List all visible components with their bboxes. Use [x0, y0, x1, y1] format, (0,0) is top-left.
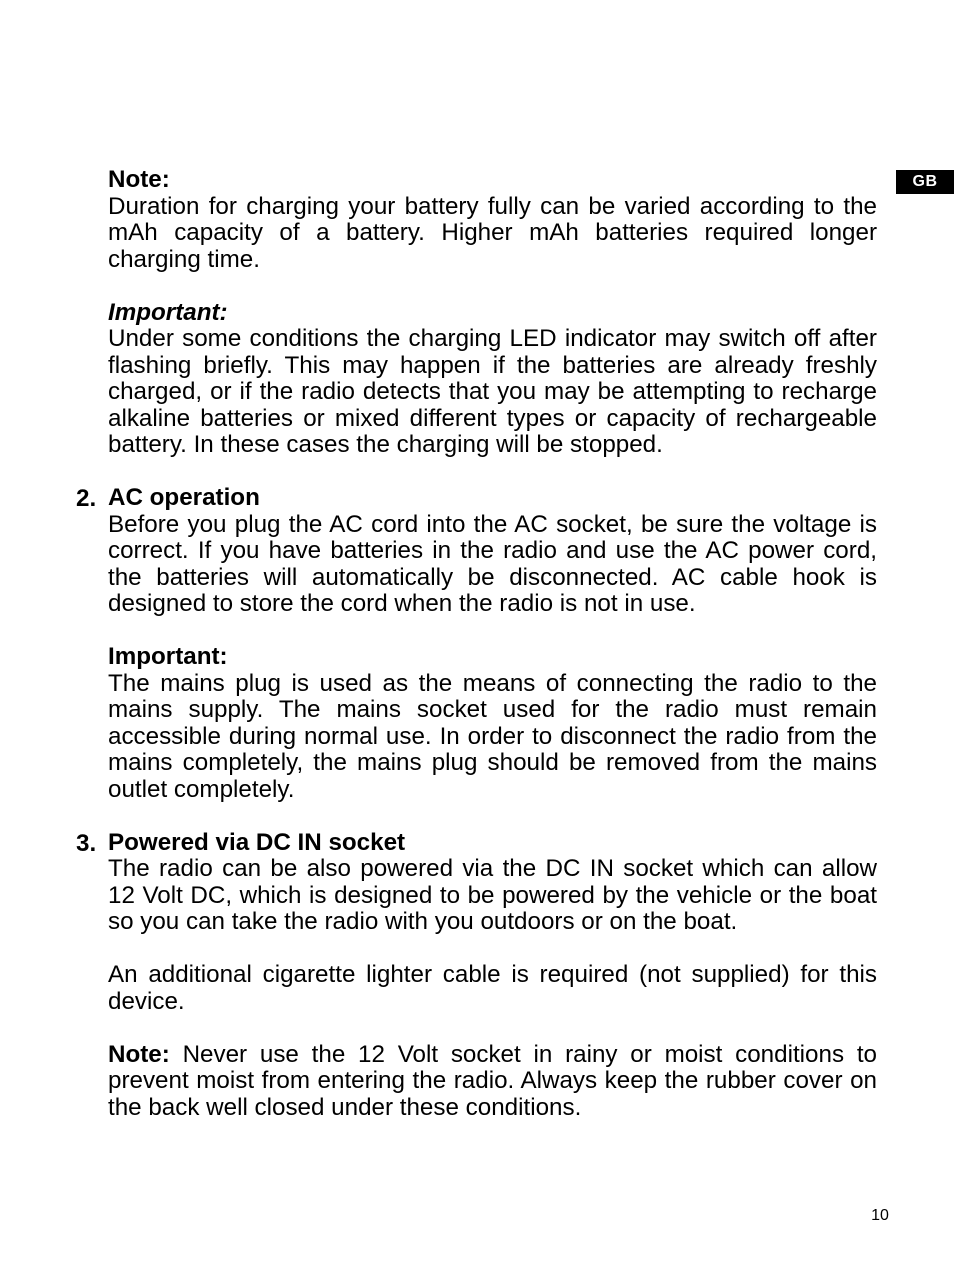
section-heading-dc-in: Powered via DC IN socket	[108, 828, 406, 856]
dc-note-text: Never use the 12 Volt socket in rainy or moist conditions to prevent moist from entering the radio. Always keep the rubber cover on the back well closed under these conditions.	[108, 1040, 877, 1121]
page-content	[76, 166, 877, 1121]
cigarette-cable-text: An additional cigarette lighter cable is required (not supplied) for this device.	[108, 961, 877, 1015]
language-tab-gb: GB	[896, 170, 954, 194]
section-dc-in	[76, 828, 877, 936]
section-text-dc-in: The radio can be also powered via the DC IN socket which can allow 12 Volt DC, which is designed to be powered by the vehicle or the boat so you can take the radio with you outdoors or on the boat.	[108, 855, 877, 935]
important-block-mains	[108, 644, 877, 803]
section-number-3: 3.	[76, 829, 97, 857]
important-block-charging	[108, 300, 877, 459]
note-block	[108, 167, 877, 273]
important-text-charging: Under some conditions the charging LED indicator may switch off after flashing briefly. This may happen if the batteries are already freshly charged, or if the radio detects that you may be attempting to recharge alkaline batteries or mixed different types or capacity of rechargeable battery. In these cases the charging will be stopped.	[108, 325, 877, 458]
section-text-ac-operation: Before you plug the AC cord into the AC socket, be sure the voltage is correct. If you have batteries in the radio and use the AC power cord, the batteries will automatically be disconnected. AC cable hook is designed to store the cord when the radio is not in use.	[108, 510, 877, 617]
note-text: Duration for charging your battery fully can be varied according to the mAh capacity of a battery. Higher mAh batteries required longer charging time.	[108, 192, 877, 273]
important-text-mains: The mains plug is used as the means of connecting the radio to the mains supply. The mains socket used for the radio must remain accessible during normal use. In order to disconnect the radio from the mains completely, the mains plug should be removed from the mains outlet completely.	[108, 669, 877, 803]
dc-note-text-wrapper	[108, 1042, 877, 1122]
important-heading-charging: Important:	[108, 298, 228, 326]
section-number-2: 2.	[76, 485, 97, 512]
dc-note-paragraph	[108, 1042, 877, 1122]
section-ac-operation	[76, 484, 877, 618]
section-heading-ac-operation: AC operation	[108, 484, 260, 511]
dc-note-label: Note:	[108, 1040, 170, 1068]
page-number: 10	[871, 1207, 889, 1224]
cigarette-cable-paragraph	[108, 962, 877, 1015]
important-heading-mains: Important:	[108, 643, 228, 670]
note-heading: Note:	[108, 166, 170, 193]
